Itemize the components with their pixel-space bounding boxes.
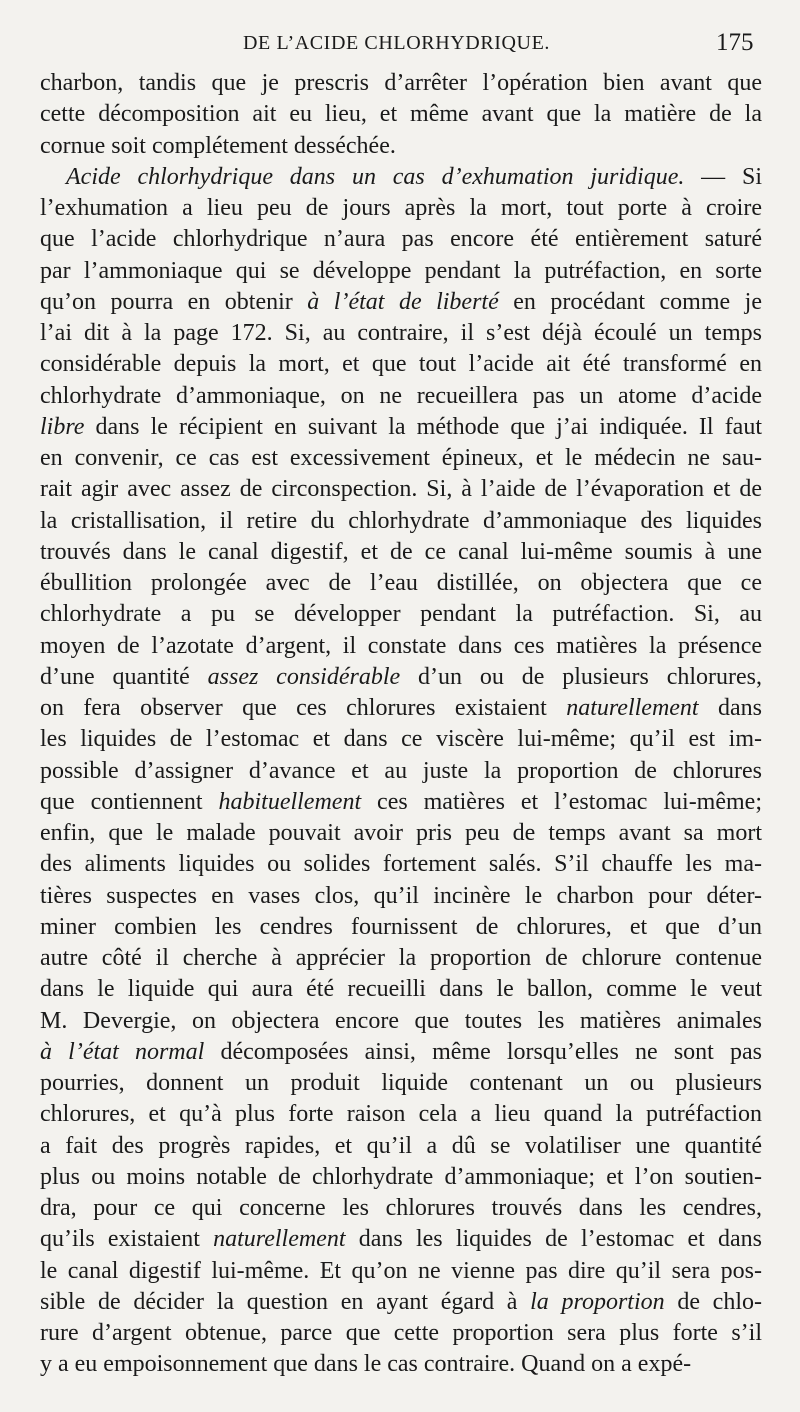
text-line [40,693,762,724]
text-line [40,818,762,849]
italic-text: assez considérable [207,663,401,690]
text-line [40,381,762,412]
text-line [40,131,762,162]
text-segment: on fera observer que ces chlorures existaient [40,695,567,721]
text-segment: dans le récipient en suivant la méthode que j’ai indiquée. Il faut [84,413,762,440]
text-line [40,1131,762,1162]
text-segment: considérable depuis la mort, et que tout l’acide ait été transformé en [40,351,762,378]
text-line [40,474,762,505]
text-segment: — Si [684,163,762,190]
text-segment: plus ou moins notable de chlorhydrate d’ammoniaque; et l’on soutien- [40,1163,762,1190]
text-segment: en convenir, ce cas est excessivement épineux, et le médecin ne sau- [40,445,762,471]
text-line [40,631,762,662]
body-text [40,68,762,1381]
text-line [40,568,762,599]
page-header [0,29,800,66]
italic-text: à l’état de liberté [307,288,499,315]
text-segment: a fait des progrès rapides, et qu’il a dû se volatiliser une quantité [40,1132,762,1159]
text-line [40,787,762,818]
text-line [40,849,762,880]
italic-text: Acide chlorhydrique dans un cas d’exhumation juridique. [66,163,685,190]
italic-text: naturellement [566,695,699,721]
text-segment: chlorures, et qu’à plus forte raison cela a lieu quand la putréfaction [40,1101,762,1128]
text-line [40,1256,762,1287]
text-segment: ébullition prolongée avec de l’eau distillée, on objectera que ce [40,570,762,596]
text-line [40,1162,762,1193]
page-number: 175 [716,29,754,56]
text-segment: chlorhydrate a pu se développer pendant la putréfaction. Si, au [40,601,762,628]
text-line [40,974,762,1005]
text-segment: miner combien les cendres fournissent de chlorures, et que d’un [40,913,762,940]
text-segment: ces matières et l’estomac lui-même; [361,788,762,815]
text-line [40,68,762,99]
text-line [40,756,762,787]
text-segment: en procédant comme je [498,288,762,315]
text-segment: d’une quantité [40,663,208,690]
text-segment: la cristallisation, il retire du chlorhydrate d’ammoniaque des liquides [40,507,762,534]
text-segment: par l’ammoniaque qui se développe pendant la putréfaction, en sorte [40,257,762,284]
text-line [40,881,762,912]
text-segment: les liquides de l’estomac et dans ce viscère lui-même; qu’il est im- [40,726,762,753]
text-line [40,193,762,224]
text-segment: y a eu empoisonnement que dans le cas contraire. Quand on a expé- [40,1351,692,1378]
text-segment: dans [698,695,762,721]
text-segment: cornue soit complétement desséchée. [40,132,396,159]
text-segment: chlorhydrate d’ammoniaque, on ne recueillera pas un atome d’acide [40,382,762,409]
running-title: DE L’ACIDE CHLORHYDRIQUE. [243,32,551,54]
text-segment: dans les liquides de l’estomac et dans [345,1226,762,1253]
text-segment: charbon, tandis que je prescris d’arrêter l’opération bien avant que [40,70,762,96]
text-segment: M. Devergie, on objectera encore que toutes les matières animales [40,1007,762,1034]
text-line [40,1349,762,1380]
text-line [40,1037,762,1068]
text-segment: tières suspectes en vases clos, qu’il incinère le charbon pour déter- [40,882,762,909]
text-segment: trouvés dans le canal digestif, et de ce canal lui-même soumis à une [40,538,762,565]
text-line [40,224,762,255]
italic-text: à l’état normal [40,1038,205,1065]
text-segment: d’un ou de plusieurs chlorures, [400,663,762,690]
italic-text: libre [40,413,85,440]
text-segment: le canal digestif lui-même. Et qu’on ne vienne pas dire qu’il sera pos- [40,1257,762,1284]
text-line [40,1099,762,1130]
text-segment: que l’acide chlorhydrique n’aura pas encore été entièrement saturé [40,226,762,253]
text-segment: rait agir avec assez de circonspection. Si, à l’aide de l’évaporation et de [40,476,762,503]
text-line [40,318,762,349]
text-line [40,349,762,380]
text-line [40,99,762,130]
text-segment: qu’on pourra en obtenir [40,288,308,315]
text-segment: moyen de l’azotate d’argent, il constate dans ces matières la présence [40,632,762,659]
text-line [40,162,762,193]
text-line [40,1224,762,1255]
italic-text: naturellement [213,1226,346,1253]
text-segment: sible de décider la question en ayant égard à [40,1288,531,1315]
text-segment: enfin, que le malade pouvait avoir pris peu de temps avant sa mort [40,820,762,846]
text-segment: cette décomposition ait eu lieu, et même avant que la matière de la [40,101,762,128]
text-segment: qu’ils existaient [40,1226,214,1253]
text-line [40,412,762,443]
text-segment: dra, pour ce qui concerne les chlorures trouvés dans les cendres, [40,1195,762,1221]
text-line [40,724,762,755]
text-segment: que contiennent [40,788,219,815]
text-line [40,1068,762,1099]
text-segment: pourries, donnent un produit liquide contenant un ou plusieurs [40,1070,762,1096]
text-line [40,912,762,943]
text-segment: rure d’argent obtenue, parce que cette proportion sera plus forte s’il [40,1320,762,1346]
text-line [40,1006,762,1037]
text-line [40,943,762,974]
text-segment: des aliments liquides ou solides fortement salés. S’il chauffe les ma- [40,851,762,878]
text-segment: dans le liquide qui aura été recueilli dans le ballon, comme le veut [40,976,762,1003]
italic-text: habituellement [218,788,362,815]
text-line [40,662,762,693]
text-line [40,1287,762,1318]
text-segment: de chlo- [664,1288,762,1315]
text-line [40,599,762,630]
text-segment: autre côté il cherche à apprécier la proportion de chlorure contenue [40,945,762,971]
text-line [40,537,762,568]
text-line [40,443,762,474]
text-segment: l’exhumation a lieu peu de jours après la mort, tout porte à croire [40,195,762,221]
text-segment: possible d’assigner d’avance et au juste la proportion de chlorures [40,757,762,784]
text-line [40,256,762,287]
text-line [40,1318,762,1349]
text-line [40,506,762,537]
text-line [40,1193,762,1224]
text-segment: décomposées ainsi, même lorsqu’elles ne sont pas [204,1038,762,1065]
text-line [40,287,762,318]
italic-text: la proportion [530,1288,665,1315]
text-segment: l’ai dit à la page 172. Si, au contraire, il s’est déjà écoulé un temps [40,320,762,346]
